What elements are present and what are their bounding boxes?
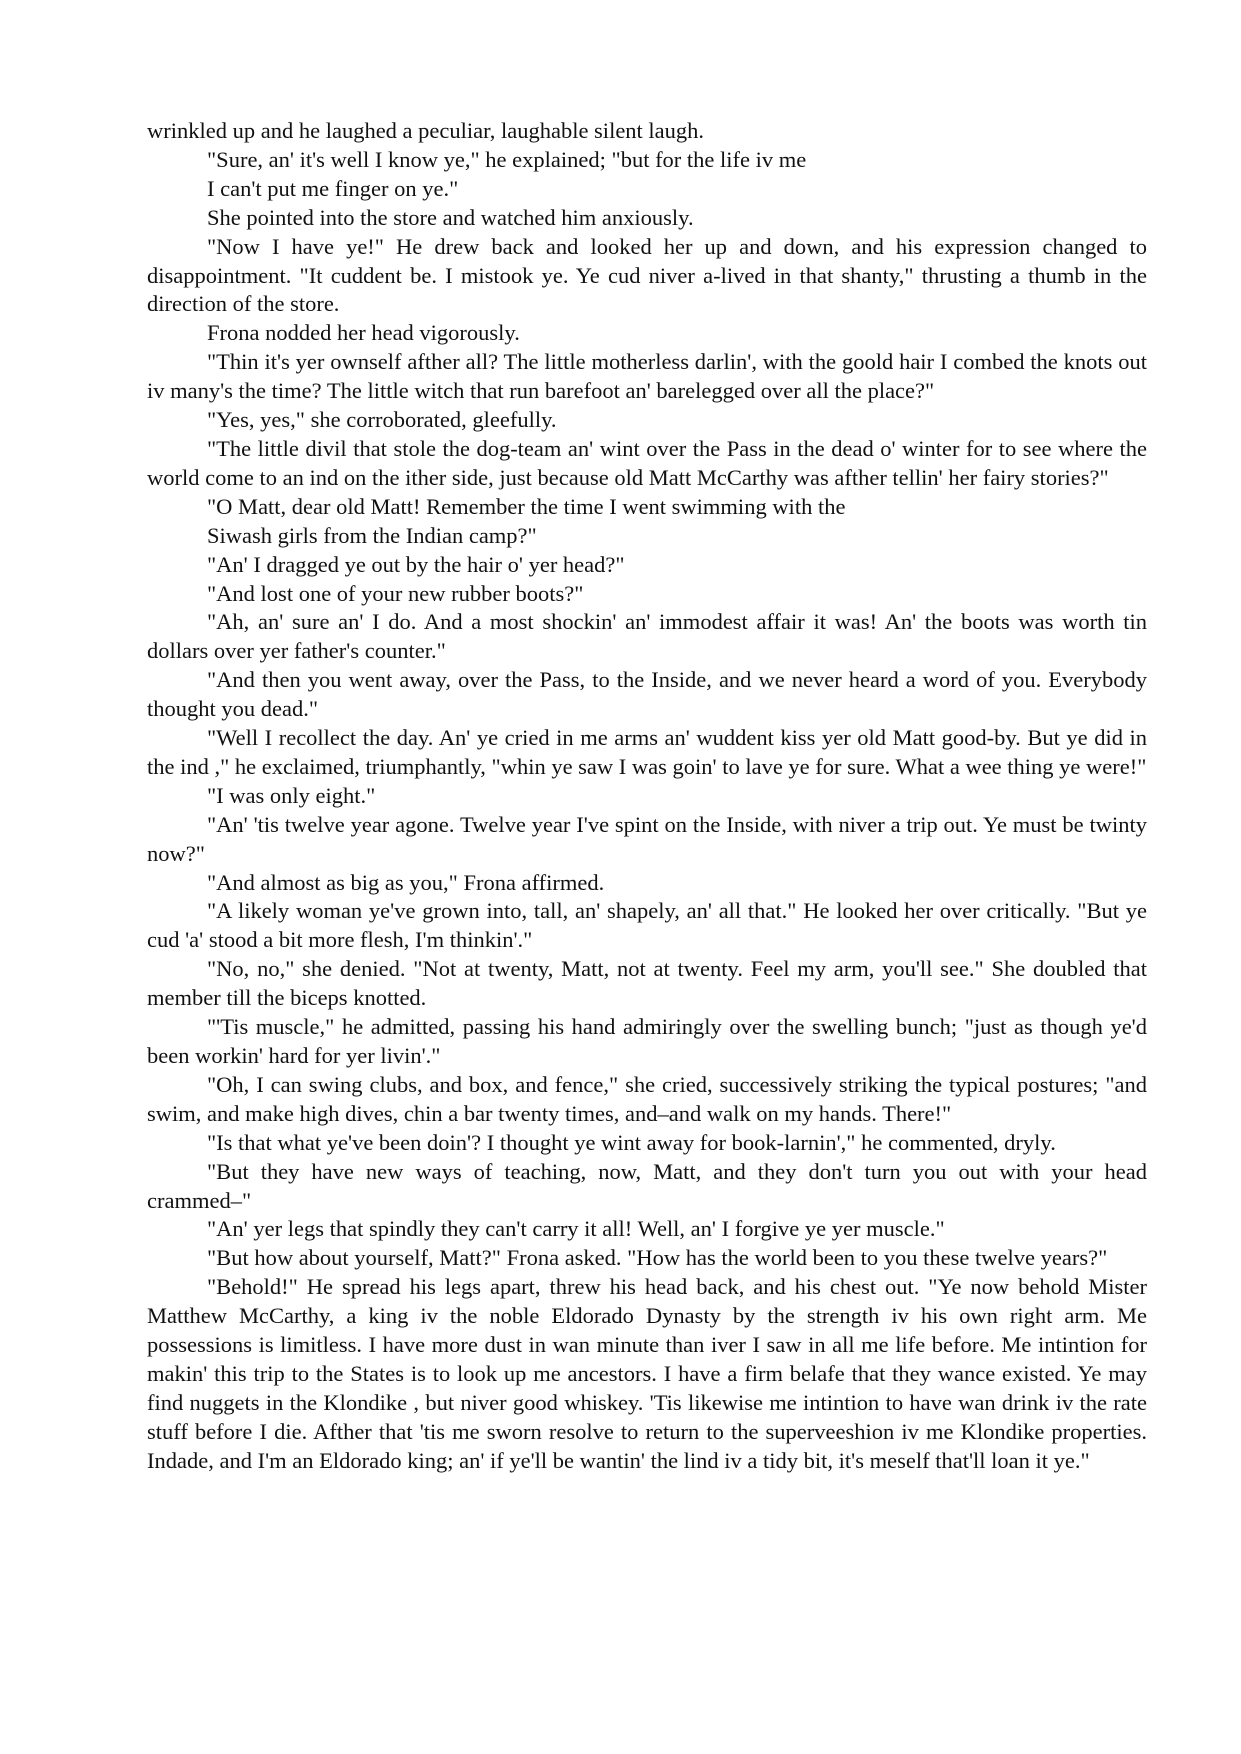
paragraph-26: "An' yer legs that spindly they can't carry it all! Well, an' I forgive ye yer muscle." (207, 1216, 945, 1242)
paragraph-12: "An' I dragged ye out by the hair o' yer head?" (207, 551, 625, 577)
paragraph-8: "Yes, yes," she corroborated, gleefully. (207, 407, 557, 433)
paragraph-3: I can't put me finger on ye." (207, 175, 459, 201)
paragraph-19: "And almost as big as you," Frona affirmed. (207, 869, 605, 895)
paragraph-22: "'Tis muscle," he admitted, passing his hand admiringly over the swelling bunch; "just as though ye'd been workin' hard for yer livin'." (147, 1014, 1147, 1068)
paragraph-9: "The little divil that stole the dog-team an' wint over the Pass in the dead o' winter for to see where the world come to an ind on the ither side, just because old Matt McCarthy was afther tellin' her fairy stories?" (147, 435, 1147, 490)
paragraph-6: Frona nodded her head vigorously. (207, 320, 520, 346)
paragraph-23: "Oh, I can swing clubs, and box, and fence," she cried, successively striking the typical postures; "and swim, and make high dives, chin a bar twenty times, and–and walk on my hands. There!" (147, 1071, 1147, 1126)
paragraph-15: "And then you went away, over the Pass, to the Inside, and we never heard a word of you. Everybody thought you dead." (147, 667, 1147, 722)
paragraph-21: "No, no," she denied. "Not at twenty, Matt, not at twenty. Feel my arm, you'll see." She doubled that member till the biceps knotted. (147, 956, 1147, 1011)
paragraph-28: "Behold!" He spread his legs apart, threw his head back, and his chest out. "Ye now behold Mister Matthew McCarthy, a king iv the noble Eldorado Dynasty by the strength iv his own right arm. Me possessions is limitless. I have more dust in wan minute than iver I saw in all me life before. Me intintion for makin' this trip to the States is to look up me ancestors. I have a firm belafe that they wance existed. Ye may find nuggets in the Klondike , but niver good whiskey. 'Tis likewise me intintion to have wan drink iv the rate stuff before I die. Afther that 'tis me sworn resolve to return to the superveeshion iv me Klondike properties. Indade, and I'm an Eldorado king; an' if ye'll be wantin' the lind iv a tidy bit, it's meself that'll loan it ye." (147, 1274, 1147, 1473)
paragraph-16: "Well I recollect the day. An' ye cried in me arms an' wuddent kiss yer old Matt good-by. But ye did in the ind ," he exclaimed, triumphantly, "whin ye saw I was goin' to lave ye for sure. What a wee thing ye were!" (147, 725, 1147, 779)
paragraph-24: "Is that what ye've been doin'? I thought ye wint away for book-larnin'," he commented, dryly. (207, 1129, 1056, 1155)
page-text (147, 117, 1147, 1476)
paragraph-17: "I was only eight." (207, 782, 376, 808)
paragraph-27: "But how about yourself, Matt?" Frona asked. "How has the world been to you these twelve years?" (207, 1245, 1108, 1271)
paragraph-10: "O Matt, dear old Matt! Remember the time I went swimming with the (207, 493, 846, 519)
paragraph-13: "And lost one of your new rubber boots?" (207, 580, 584, 606)
paragraph-14: "Ah, an' sure an' I do. And a most shockin' an' immodest affair it was! An' the boots was worth tin dollars over yer father's counter." (147, 609, 1147, 664)
paragraph-20: "A likely woman ye've grown into, tall, an' shapely, an' all that." He looked her over critically. "But ye cud 'a' stood a bit more flesh, I'm thinkin'." (147, 898, 1147, 953)
paragraph-7: "Thin it's yer ownself afther all? The little motherless darlin', with the goold hair I combed the knots out iv many's the time? The little witch that run barefoot an' barelegged over all the place?" (147, 349, 1147, 404)
paragraph-4: She pointed into the store and watched him anxiously. (207, 204, 694, 230)
paragraph-18: "An' 'tis twelve year agone. Twelve year I've spint on the Inside, with niver a trip out. Ye must be twinty now?" (147, 811, 1147, 866)
paragraph-2: "Sure, an' it's well I know ye," he explained; "but for the life iv me (207, 146, 807, 172)
paragraph-11: Siwash girls from the Indian camp?" (207, 522, 537, 548)
paragraph-5: "Now I have ye!" He drew back and looked her up and down, and his expression changed to disappointment. "It cuddent be. I mistook ye. Ye cud niver a-lived in that shanty," thrusting a thumb in the direction of the store. (147, 233, 1147, 317)
paragraph-1: wrinkled up and he laughed a peculiar, laughable silent laugh. (147, 118, 705, 143)
paragraph-25: "But they have new ways of teaching, now, Matt, and they don't turn you out with your head crammed–" (147, 1158, 1147, 1213)
